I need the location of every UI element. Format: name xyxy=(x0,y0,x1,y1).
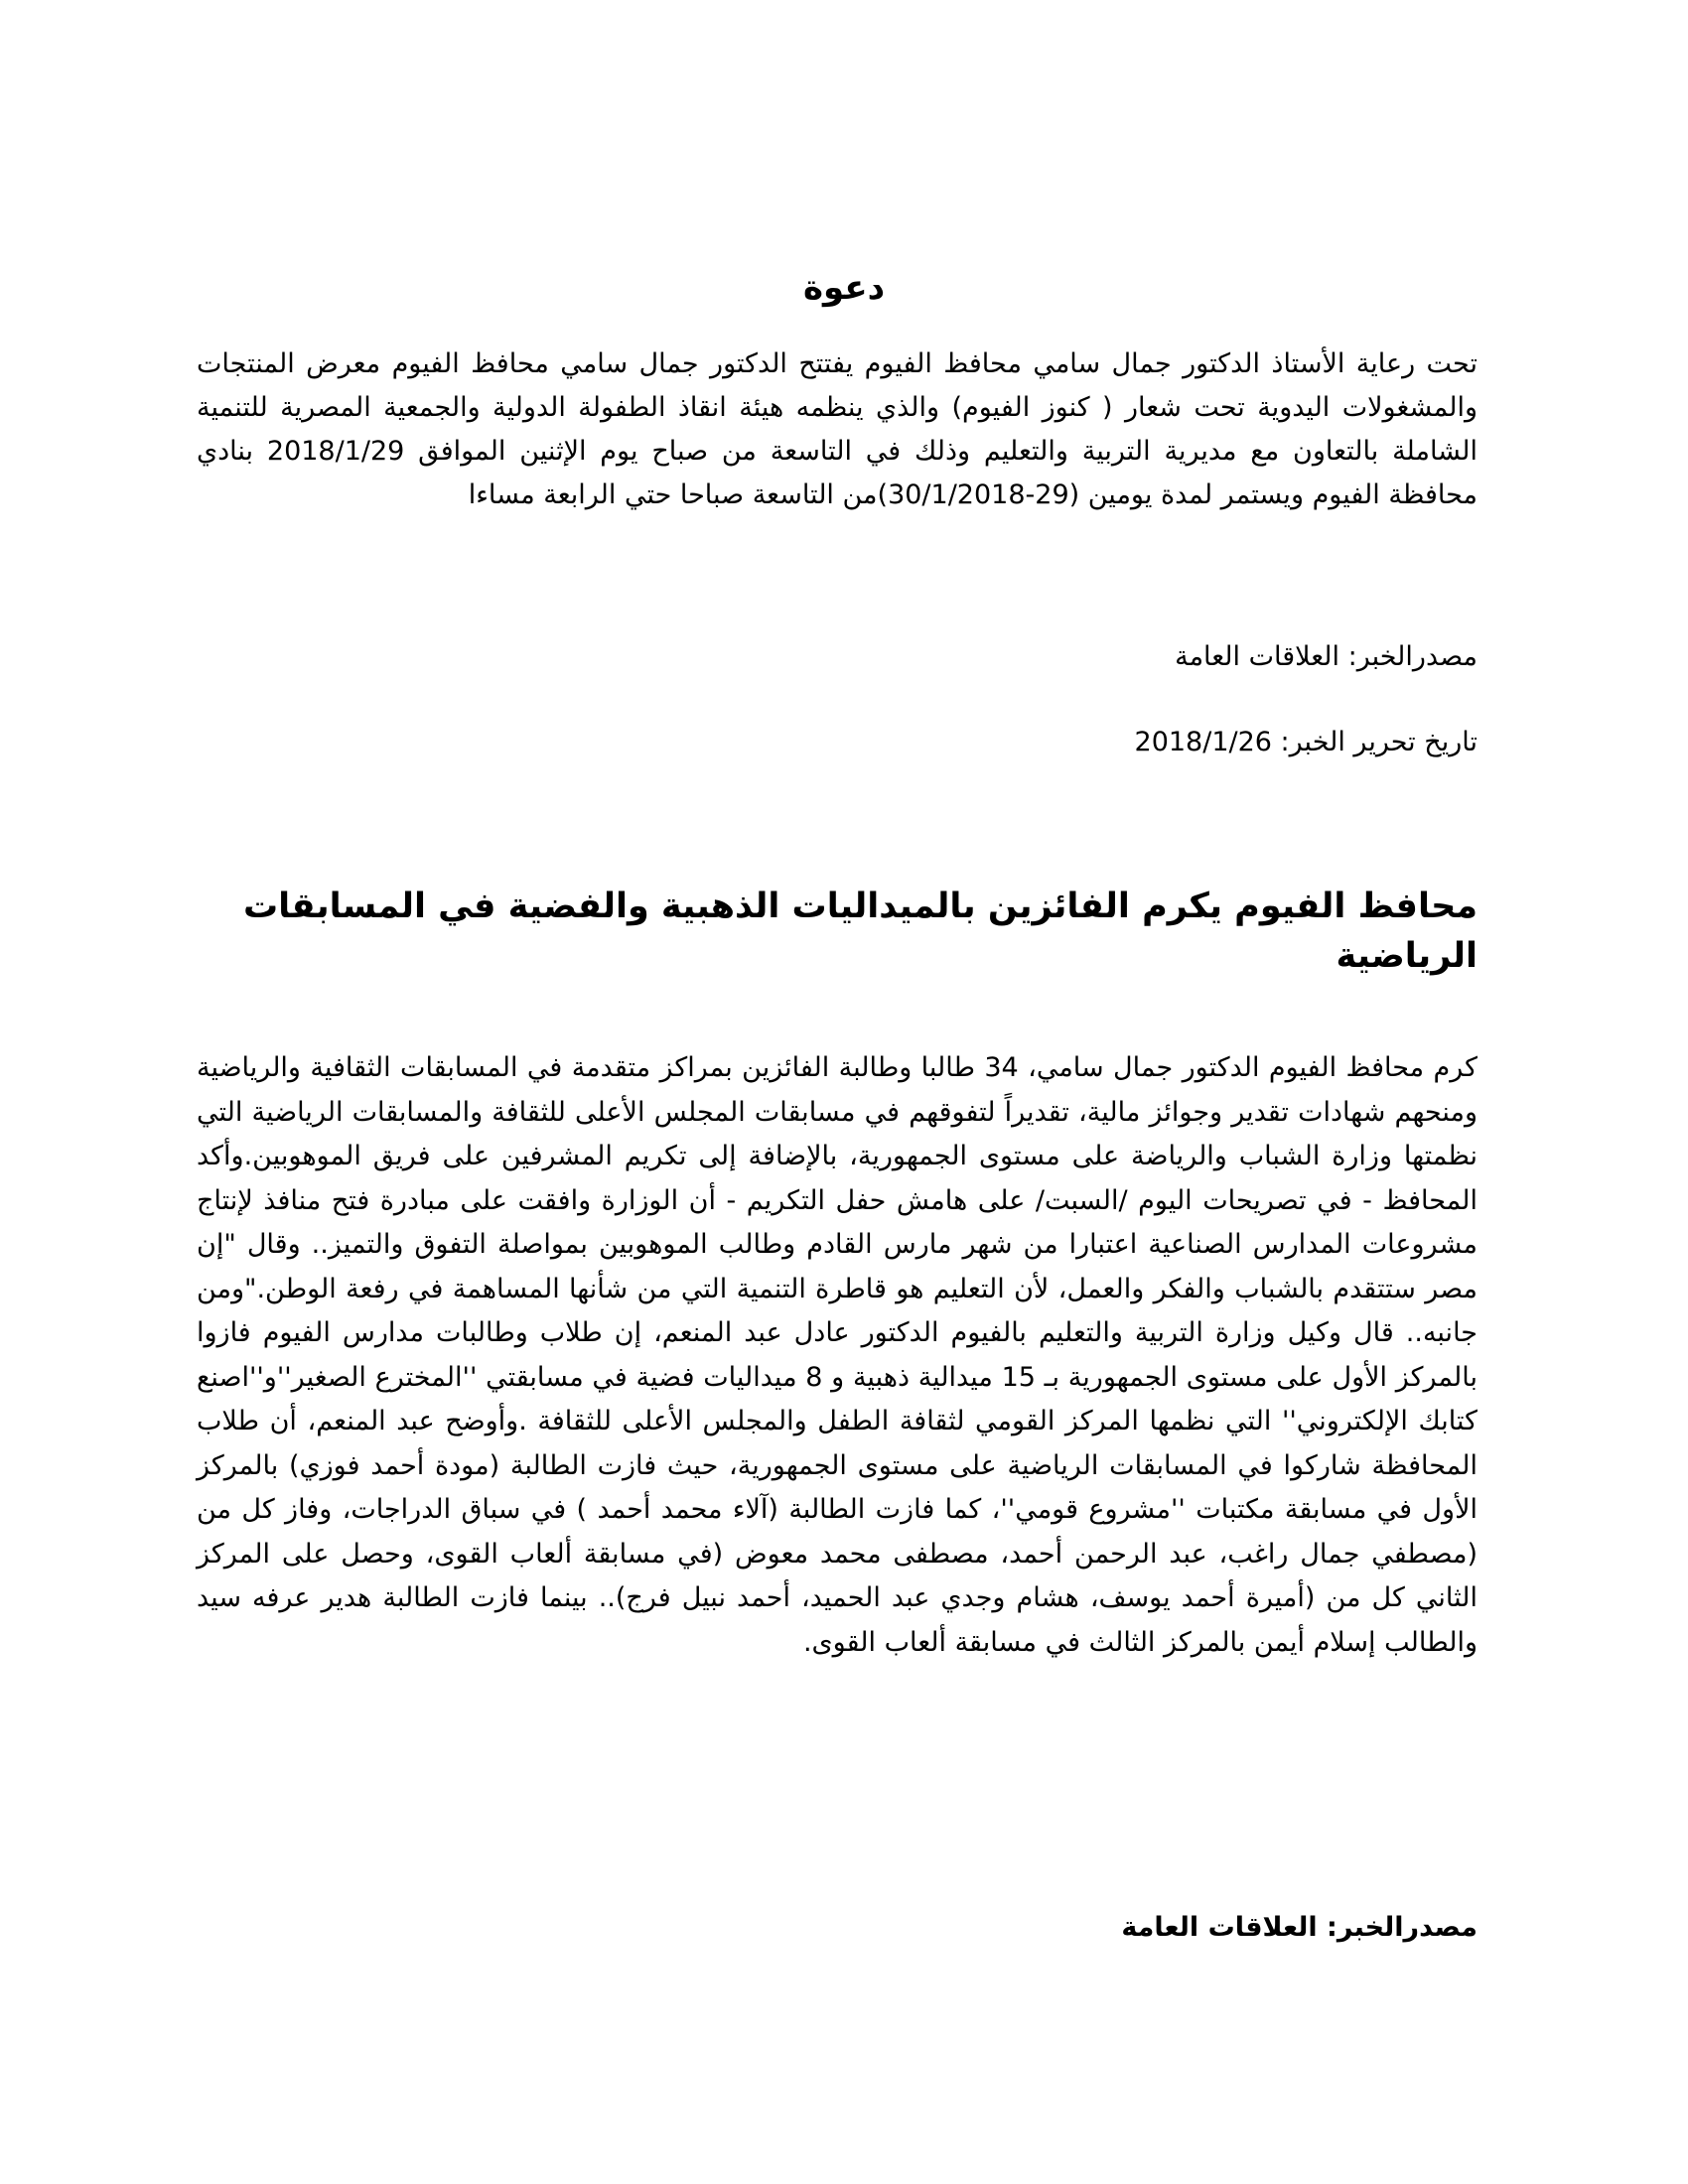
invitation-title: دعوة xyxy=(802,268,886,308)
article-source: مصدرالخبر: العلاقات العامة xyxy=(1121,1912,1477,1943)
invitation-source: مصدرالخبر: العلاقات العامة xyxy=(1175,641,1477,672)
article-headline: محافظ الفيوم يكرم الفائزين بالميداليات الذهبية والفضية في المسابقات الرياضية xyxy=(242,887,1477,976)
article-body: كرم محافظ الفيوم الدكتور جمال سامي، 34 طالبا وطالبة الفائزين بمراكز متقدمة في المسابقات الثقافية والرياضية ومنحهم شهادات تقدير وجوائز مالية، تقديراً لتفوقهم في مسابقات المجلس الأعلى للثقافة والمسابقات الرياضية التي نظمتها وزارة الشباب والرياضة على مستوى الجمهورية، بالإضافة إلى تكريم المشرفين على فريق الموهوبين.وأكد المحافظ - في تصريحات اليوم /السبت/ على هامش حفل التكريم - أن الوزارة وافقت على مبادرة فتح منافذ لإنتاج مشروعات المدارس الصناعية اعتبارا من شهر مارس القادم وطالب الموهوبين بمواصلة التفوق والتميز.. وقال "إن مصر ستتقدم بالشباب والفكر والعمل، لأن التعليم هو قاطرة التنمية التي من شأنها المساهمة في رفعة الوطن."ومن جانبه.. قال وكيل وزارة التربية والتعليم بالفيوم الدكتور عادل عبد المنعم، إن طلاب وطالبات مدارس الفيوم فازوا بالمركز الأول على مستوى الجمهورية بـ 15 ميدالية ذهبية و 8 ميداليات فضية في مسابقتي ''المخترع الصغير''و''اصنع كتابك الإلكتروني'' التي نظمها المركز القومي لثقافة الطفل والمجلس الأعلى للثقافة .وأوضح عبد المنعم، أن طلاب المحافظة شاركوا في المسابقات الرياضية على مستوى الجمهورية، حيث فازت الطالبة (مودة أحمد فوزي) بالمركز الأول في مسابقة مكتبات ''مشروع قومي''، كما فازت الطالبة (آلاء محمد أحمد ) في سباق الدراجات، وفاز كل من (مصطفي جمال راغب، عبد الرحمن أحمد، مصطفى محمد معوض (في مسابقة ألعاب القوى، وحصل على المركز الثاني كل من (أميرة أحمد يوسف، هشام وجدي عبد الحميد، أحمد نبيل فرج).. بينما فازت الطالبة هدير عرفه سيد والطالب إسلام أيمن بالمركز الثالث في مسابقة ألعاب القوى. xyxy=(197,1052,1477,1658)
invitation-date: تاريخ تحرير الخبر: 2018/1/26 xyxy=(1134,727,1477,757)
invitation-body: تحت رعاية الأستاذ الدكتور جمال سامي محافظ الفيوم يفتتح الدكتور جمال سامي محافظ الفيوم معرض المنتجات والمشغولات اليدوية تحت شعار ( كنوز الفيوم) والذي ينظمه هيئة انقاذ الطفولة الدولية والجمعية المصرية للتنمية الشاملة بالتعاون مع مديرية التربية والتعليم وذلك في التاسعة من صباح يوم الإثنين الموافق 2018/1/29 بنادي محافظة الفيوم ويستمر لمدة يومين (29-30/1/2018)من التاسعة صباحا حتي الرابعة مساءا xyxy=(197,348,1477,510)
